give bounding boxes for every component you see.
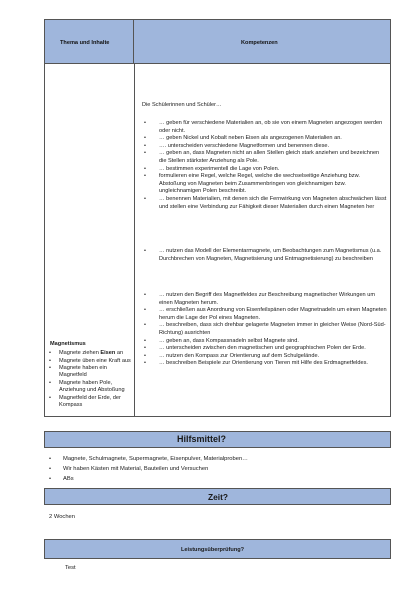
competency-list-1 (143, 120, 387, 211)
competency-item: • … geben Nickel und Kobalt neben Eisen als angezogenen Materialien an. (143, 135, 387, 143)
competency-item: • … benennen Materialien, mit denen sich die Fernwirkung von Magneten abschwächen lässt und stellen eine Verbindung zur Fähigkeit dieser Materialien durch einen Magneten her (143, 196, 387, 211)
topic-item: • Magnete haben Pole, Anziehung und Abstoßung (48, 380, 132, 394)
competency-table (44, 19, 391, 417)
competency-item: • … beschreiben, dass sich drehbar gelagerte Magneten immer in gleicher Weise (Nord-Süd-Richtung) ausrichten (143, 322, 387, 337)
topic-cell (45, 64, 134, 416)
header-competencies-label: Kompetenzen (241, 40, 278, 46)
hilfsmittel-item: • ABs (47, 474, 248, 484)
table-header-row (45, 20, 390, 64)
header-topic-label: Thema und Inhalte (60, 40, 110, 46)
competency-item: • … erschließen aus Anordnung von Eisenfeilspänen oder Magnetnadeln um einen Magneten herum die Lage der Pol eines Magneten. (143, 307, 387, 322)
competencies-cell (135, 64, 390, 416)
competency-item: • … beschreiben Beispiele zur Orientierung von Tieren mit Hilfe des Erdmagnetfeldes. (143, 360, 387, 368)
hilfsmittel-header (44, 431, 391, 448)
leistung-value: Test (65, 565, 76, 571)
competency-list-3 (143, 292, 387, 368)
competency-item: • … geben an, dass Magneten nicht an allen Stellen gleich stark anziehen und bezeichnen die Stellen stärkster Anziehung als Pole. (143, 150, 387, 165)
competency-item: • … geben an, dass Kompassnadeln selbst Magnete sind. (143, 338, 387, 346)
zeit-title: Zeit? (208, 492, 229, 502)
competency-item: • … nutzen das Modell der Elementarmagnete, um Beobachtungen zum Magnetismus (u.a. Durchbrechen von Magneten, Magnetisierung und Entmagnetisierung) zu beschreiben (143, 248, 387, 263)
competency-item: • formulieren eine Regel, welche Regel, welche die wechselseitige Anziehung bzw. Abstoßung von Magneten beim Zusammenbringen von gleichnamigen bzw. ungleichnamigen Polen beschreibt. (143, 173, 387, 196)
zeit-header (44, 488, 391, 505)
topic-title: Magnetismus (50, 341, 86, 347)
hilfsmittel-title: Hilfsmittel? (177, 434, 227, 444)
topic-item: • Magnete ziehen Eisen an (48, 350, 132, 357)
topic-item: • Magnete haben ein Magnetfeld (48, 365, 132, 379)
competency-item: • … nutzen den Kompass zur Orientierung auf dem Schulgelände. (143, 353, 387, 361)
topic-item: • Magnete üben eine Kraft aus (48, 358, 132, 365)
hilfsmittel-list (47, 454, 248, 484)
hilfsmittel-item: • Wir haben Kästen mit Material, Bauteilen und Versuchen (47, 464, 248, 474)
leistung-title: Leistungsüberprüfung? (181, 547, 245, 553)
hilfsmittel-item: • Magnete, Schulmagnete, Supermagnete, Eisenpulver, Materialproben… (47, 454, 248, 464)
leistung-header (44, 539, 391, 559)
competency-item: • … nutzen den Begriff des Magnetfeldes zur Beschreibung magnetischer Wirkungen um einen Magneten herum. (143, 292, 387, 307)
topic-item: • Magnetfeld der Erde, der Kompass (48, 395, 132, 409)
competency-item: • …. unterscheiden verschiedene Magnetformen und benennen diese. (143, 143, 387, 151)
topic-list (48, 350, 132, 410)
competency-list-2 (143, 248, 387, 263)
table-header-left-cell (45, 20, 134, 64)
zeit-value: 2 Wochen (49, 514, 75, 520)
competency-item: • … bestimmen experimentell die Lage von Polen. (143, 166, 387, 174)
competencies-intro: Die Schülerinnen und Schüler… (142, 102, 222, 108)
competency-item: • … unterscheiden zwischen den magnetischen und geographischen Polen der Erde. (143, 345, 387, 353)
competency-item: • … geben für verschiedene Materialien an, ob sie von einem Magneten angezogen werden oder nicht. (143, 120, 387, 135)
